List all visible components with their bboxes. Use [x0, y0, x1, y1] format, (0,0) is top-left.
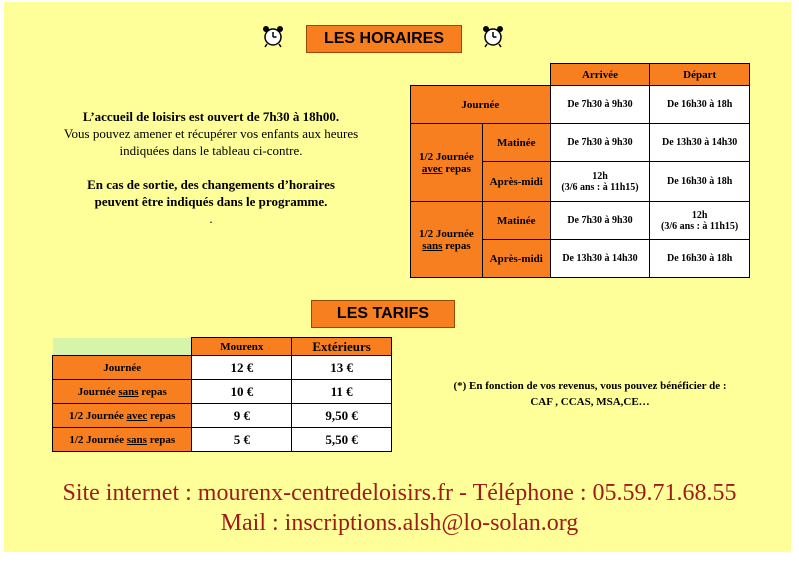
cell: 12 € [192, 356, 292, 380]
cell: De 16h30 à 18h [650, 86, 750, 124]
cell: 9,50 € [292, 404, 392, 428]
tarif-row-label: Journée [53, 356, 192, 380]
row-matinee: Matinée [482, 202, 550, 240]
row-avec-repas: 1/2 Journée avec repas [411, 124, 483, 202]
cell: 9 € [192, 404, 292, 428]
row-sans-repas: 1/2 Journée sans repas [411, 202, 483, 278]
cell: 12h (3/6 ans : à 11h15) [550, 162, 650, 202]
row-apres-midi: Après-midi [482, 162, 550, 202]
row-journee: Journée [411, 86, 551, 124]
cell: De 13h30 à 14h30 [650, 124, 750, 162]
col-exterieurs: Extérieurs [292, 338, 392, 356]
aid-note-line-2: CAF , CCAS, MSA,CE… [530, 396, 650, 408]
aid-note-line-1: (*) En fonction de vos revenus, vous pouvez bénéficier de : [453, 380, 727, 392]
col-depart: Départ [650, 64, 750, 86]
col-arrivee: Arrivée [550, 64, 650, 86]
intro-line-1: L’accueil de loisirs est ouvert de 7h30 à 18h00. [82, 109, 340, 124]
tarif-row-label: 1/2 Journée sans repas [53, 428, 192, 452]
alarm-clock-icon [261, 24, 285, 48]
row-matinee: Matinée [482, 124, 550, 162]
tarifs-table [52, 337, 392, 452]
horaires-title: LES HORAIRES [306, 25, 462, 53]
tarif-row-label: Journée sans repas [53, 380, 192, 404]
intro-text [36, 108, 386, 227]
schedule-table [410, 63, 750, 278]
footer-website: Site internet : mourenx-centredeloisirs.fr - Téléphone : 05.59.71.68.55 [62, 480, 737, 506]
footer-mail: Mail : inscriptions.alsh@lo-solan.org [220, 510, 579, 536]
aid-note [420, 378, 760, 410]
cell: 10 € [192, 380, 292, 404]
tarif-row-label: 1/2 Journée avec repas [53, 404, 192, 428]
intro-line-2: Vous pouvez amener et récupérer vos enfants aux heures [63, 126, 359, 141]
cell: De 7h30 à 9h30 [550, 86, 650, 124]
cell: 5,50 € [292, 428, 392, 452]
cell: 5 € [192, 428, 292, 452]
cell: De 16h30 à 18h [650, 240, 750, 278]
col-mourenx: Mourenx [192, 338, 292, 356]
cell: 13 € [292, 356, 392, 380]
intro-line-6: . [209, 211, 213, 226]
tarifs-title: LES TARIFS [311, 300, 455, 328]
intro-line-5: peuvent être indiqués dans le programme. [94, 194, 328, 209]
alarm-clock-icon [481, 24, 505, 48]
cell: De 16h30 à 18h [650, 162, 750, 202]
cell: 11 € [292, 380, 392, 404]
intro-line-4: En cas de sortie, des changements d’horaires [87, 177, 335, 192]
cell: De 13h30 à 14h30 [550, 240, 650, 278]
cell: De 7h30 à 9h30 [550, 124, 650, 162]
row-apres-midi: Après-midi [482, 240, 550, 278]
cell: 12h (3/6 ans : à 11h15) [650, 202, 750, 240]
intro-line-3: indiquées dans le tableau ci-contre. [119, 143, 303, 158]
cell: De 7h30 à 9h30 [550, 202, 650, 240]
